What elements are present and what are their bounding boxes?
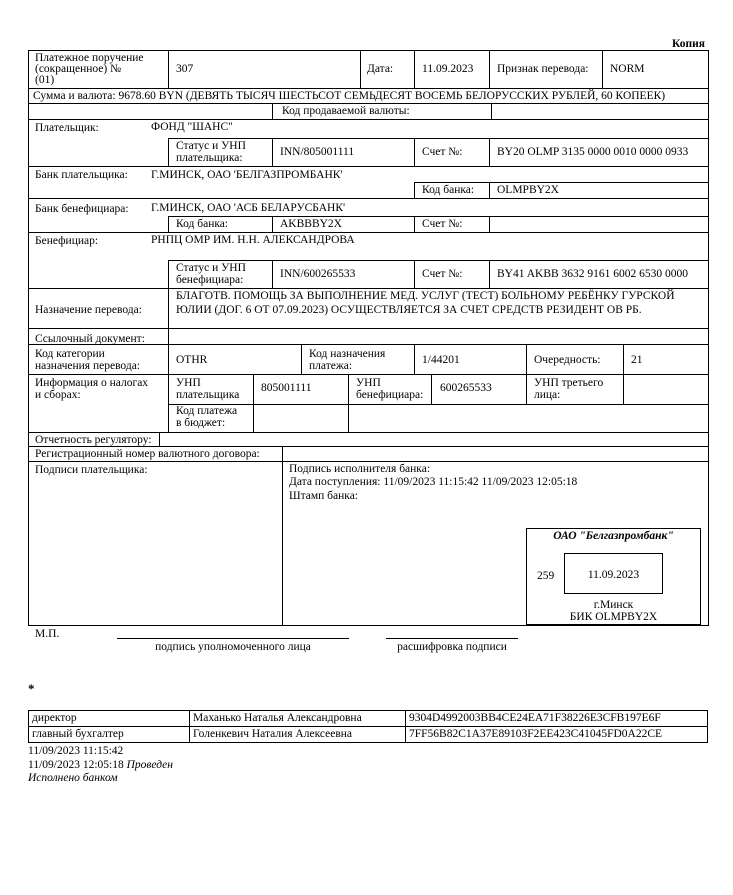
beneficiary-bank-account-label: Счет №: (422, 218, 463, 230)
payment-code-label-2: платежа: (309, 360, 353, 372)
signature-decode-caption: расшифровка подписи (397, 641, 507, 653)
log-line2-time: 11/09/2023 12:05:18 (28, 759, 124, 771)
beneficiary-bank-label: Банк бенефициара: (35, 203, 129, 215)
stamp-city: г.Минск (593, 599, 634, 611)
payer-unp: 805001111 (261, 382, 312, 394)
signer-hash: 7FF56B82C1A37E89103F2EE423C41045FD0A22CE (409, 728, 663, 740)
currency-contract-label: Регистрационный номер валютного договора: (35, 448, 260, 460)
budget-code-label-2: в бюджет: (176, 417, 226, 429)
authorized-signature-line (117, 638, 349, 639)
purpose-label: Назначение перевода: (35, 304, 142, 316)
reference-label: Ссылочный документ: (35, 333, 145, 345)
payer-status-label-2: плательщика: (176, 152, 243, 164)
purpose-line2: ЮЛИИ (ДОГ. 6 ОТ 07.09.2023) ОСУЩЕСТВЛЯЕТСЯ ЗА СЧЕТ СРЕДСТВ РЕЗИДЕНТ ОВ РБ. (176, 304, 642, 316)
log-line2-status: Проведен (126, 759, 173, 771)
payer-label: Плательщик: (35, 122, 99, 134)
beneficiary-status-label-1: Статус и УНП (176, 262, 246, 274)
purpose-line1: БЛАГОТВ. ПОМОЩЬ ЗА ВЫПОЛНЕНИЕ МЕД. УСЛУГ (ТЕСТ) БОЛЬНОМУ РЕБЁНКУ ГУРСКОЙ (176, 290, 675, 302)
beneficiary-bank-code-label: Код банка: (176, 218, 229, 230)
beneficiary-unp: 600265533 (440, 382, 492, 394)
payer-signatures-label: Подписи плательщика: (35, 464, 148, 476)
budget-code-label-1: Код платежа (176, 405, 238, 417)
payer-bank-code: OLMPBY2X (497, 184, 559, 196)
authorized-signature-caption: подпись уполномоченного лица (155, 641, 311, 653)
payer-account-label: Счет №: (422, 146, 463, 158)
date-label: Дата: (367, 63, 394, 75)
amount-text: Сумма и валюта: 9678.60 BYN (ДЕВЯТЬ ТЫСЯЧ ШЕСТЬСОТ СЕМЬДЕСЯТ ВОСЕМЬ БЕЛОРУССКИХ РУБЛЕЙ, 60 КОПЕЕК) (33, 90, 666, 102)
category-value: OTHR (176, 354, 208, 366)
signer-role: главный бухгалтер (32, 728, 124, 740)
payer-name: ФОНД "ШАНС" (151, 121, 233, 133)
stamp-number: 259 (537, 570, 555, 582)
beneficiary-label: Бенефициар: (35, 235, 99, 247)
priority-value: 21 (631, 354, 643, 366)
regulator-label: Отчетность регулятору: (35, 434, 152, 446)
beneficiary-bank-code: AKBBBY2X (280, 218, 342, 230)
beneficiary-status-label-2: бенефициара: (176, 274, 244, 286)
asterisk: * (28, 681, 35, 696)
payer-unp-label-1: УНП (176, 377, 201, 389)
priority-label: Очередность: (534, 354, 601, 366)
beneficiary-unp-label-1: УНП (356, 377, 381, 389)
stamp-bank-name: ОАО "Белгазпромбанк" (553, 530, 674, 542)
payment-code-label-1: Код назначения (309, 348, 386, 360)
category-label-1: Код категории (35, 348, 105, 360)
taxes-label-2: и сборах: (35, 389, 81, 401)
third-party-unp-label-1: УНП третьего (534, 377, 604, 389)
order-title-line3: (01) (35, 74, 55, 86)
copy-label: Копия (672, 38, 705, 50)
transfer-sign-label: Признак перевода: (497, 63, 589, 75)
signer-role: директор (32, 712, 77, 724)
taxes-label-1: Информация о налогах (35, 377, 149, 389)
stamp-bik: БИК OLMPBY2X (569, 611, 658, 623)
bank-signature-label: Подпись исполнителя банка: (289, 463, 431, 475)
beneficiary-account-label: Счет №: (422, 268, 463, 280)
log-line2 (28, 759, 173, 772)
payer-bank-label: Банк плательщика: (35, 169, 128, 181)
log-line1: 11/09/2023 11:15:42 (28, 745, 124, 757)
signature-decode-line (386, 638, 518, 639)
beneficiary-status-value: INN/600265533 (280, 268, 356, 280)
order-number: 307 (176, 63, 194, 75)
category-label-2: назначения перевода: (35, 360, 140, 372)
order-title-line1: Платежное поручение (35, 52, 144, 64)
receipt-date: Дата поступления: 11/09/2023 11:15:42 11/09/2023 12:05:18 (289, 476, 578, 488)
order-title-line2: (сокращенное) № (35, 63, 122, 75)
signer-name: Маханько Наталья Александровна (193, 712, 362, 724)
signer-hash: 9304D4992003BB4CE24EA71F38226E3CFB197E6F (409, 712, 661, 724)
payer-bank-code-label: Код банка: (422, 184, 475, 196)
beneficiary-account: BY41 AKBB 3632 9161 6002 6530 0000 (497, 268, 689, 280)
beneficiary-name: РНПЦ ОМР ИМ. Н.Н. АЛЕКСАНДРОВА (151, 234, 355, 246)
payer-status-value: INN/805001111 (280, 146, 355, 158)
payer-bank-name: Г.МИНСК, ОАО 'БЕЛГАЗПРОМБАНК' (151, 169, 343, 181)
payer-unp-label-2: плательщика (176, 389, 240, 401)
payment-code: 1/44201 (422, 354, 460, 366)
beneficiary-bank-name: Г.МИНСК, ОАО 'АСБ БЕЛАРУСБАНК' (151, 202, 346, 214)
log-line3: Исполнено банком (28, 772, 118, 784)
beneficiary-unp-label-2: бенефициара: (356, 389, 424, 401)
transfer-sign: NORM (610, 63, 645, 75)
stamp-date: 11.09.2023 (587, 569, 640, 581)
stamp-label: Штамп банка: (289, 490, 358, 502)
sold-currency-label: Код продаваемой валюты: (282, 105, 410, 117)
payer-account: BY20 OLMP 3135 0000 0010 0000 0933 (497, 146, 689, 158)
order-date: 11.09.2023 (422, 63, 474, 75)
signer-name: Голенкевич Наталия Алексеевна (193, 728, 353, 740)
payer-status-label-1: Статус и УНП (176, 140, 246, 152)
third-party-unp-label-2: лица: (534, 389, 561, 401)
mp-label: М.П. (35, 628, 60, 640)
